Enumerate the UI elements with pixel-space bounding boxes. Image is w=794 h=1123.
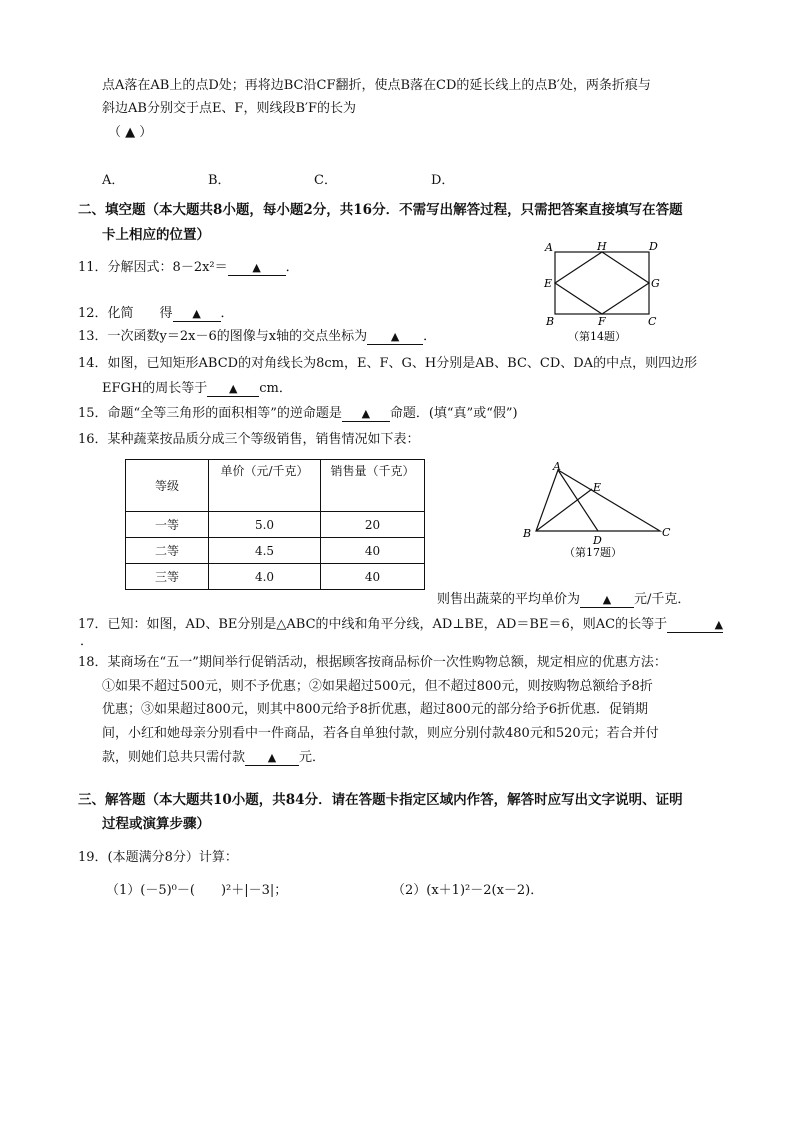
table-header-unit-price: 单价（元/千克） [209, 460, 321, 512]
table-cell: 三等 [126, 564, 209, 590]
q16-after-text: 则售出蔬菜的平均单价为 [437, 592, 581, 607]
quadrilateral-efgh [555, 252, 649, 314]
fig14-label-c: C [648, 315, 657, 328]
q16-sales-table [125, 459, 425, 590]
fig17-label-a: A [553, 460, 561, 473]
fig14-label-g: G [651, 277, 660, 290]
q14-blank-mark: ▲ [229, 382, 238, 395]
q11-text: 11．分解因式：8－2x²＝ [78, 260, 228, 275]
q19-part1: （1）(－5)⁰－( )²＋|－3|； [106, 883, 288, 898]
q16-blank-mark: ▲ [602, 593, 612, 606]
q13-answer-blank[interactable] [367, 329, 423, 345]
table-cell: 20 [321, 512, 425, 538]
q11-tail: ． [285, 260, 299, 275]
section3-title-line1: 三、解答题（本大题共10小题，共84分．请在答题卡指定区域内作答，解答时应写出文字说明、证明 [78, 792, 683, 808]
q16-answer-blank[interactable] [580, 592, 634, 608]
figure-17 [518, 458, 678, 564]
question-17 [78, 616, 723, 634]
fig17-label-b: B [523, 527, 532, 540]
q10-line2: 斜边AB分别交于点E、F，则线段B′F的长为 [102, 101, 356, 116]
q12-answer-blank[interactable] [173, 306, 221, 322]
table-cell: 5.0 [209, 512, 321, 538]
q16-text: 16．某种蔬菜按品质分成三个等级销售，销售情况如下表： [78, 432, 420, 447]
table-cell: 4.0 [209, 564, 321, 590]
q18-line1: 18．某商场在“五一”期间举行促销活动，根据顾客按商品标价一次性购物总额，规定相应的优惠方法： [78, 655, 667, 670]
q16-after-table [437, 591, 690, 609]
q10-answer-mark: （ ▲ ） [108, 125, 153, 140]
fig14-label-e: E [544, 277, 553, 290]
fig14-label-a: A [545, 241, 553, 254]
figure-14 [538, 238, 668, 346]
q12-tail: ． [220, 306, 234, 321]
q10-option-b: B． [208, 173, 231, 188]
section2-title-line2: 卡上相应的位置） [102, 227, 210, 243]
triangle-abc [536, 470, 660, 531]
question-18-line5 [102, 749, 325, 767]
fig14-caption: （第14题） [568, 330, 626, 343]
fig17-label-e: E [593, 481, 602, 494]
q17-tail: ． [80, 634, 94, 649]
q10-option-a: A． [102, 173, 125, 188]
q18-tail: 元． [299, 750, 326, 765]
q17-answer-blank[interactable] [667, 617, 723, 633]
table-row [126, 512, 425, 538]
table-cell: 一等 [126, 512, 209, 538]
fig17-caption: （第17题） [564, 546, 622, 559]
q18-line5-text: 款，则她们总共只需付款 [102, 750, 246, 765]
question-12 [78, 305, 234, 323]
q13-blank-mark: ▲ [390, 330, 400, 343]
q15-answer-blank[interactable] [342, 406, 390, 422]
q14-answer-blank[interactable] [207, 381, 259, 397]
table-cell: 40 [321, 564, 425, 590]
q13-text: 13．一次函数y＝2x－6的图像与x轴的交点坐标为 [78, 329, 368, 344]
q19-part2: （2）(x＋1)²－2(x－2)． [392, 883, 544, 898]
q17-blank-mark: ▲ [714, 618, 724, 631]
table-row [126, 538, 425, 564]
fig14-label-h: H [597, 240, 607, 253]
q14-tail: cm． [259, 381, 292, 396]
rectangle-abcd [555, 252, 649, 314]
q18-line4: 间，小红和她母亲分别看中一件商品，若各自单独付款，则应分别付款480元和520元；若合并付 [102, 726, 659, 741]
q18-line3: 优惠；③如果超过800元，则其中800元给予8折优惠，超过800元的部分给予6折优惠．促销期 [102, 702, 648, 717]
table-cell: 4.5 [209, 538, 321, 564]
q10-option-d: D． [431, 173, 455, 188]
q14-line2-text: EFGH的周长等于 [102, 381, 208, 396]
q12-text: 12．化简 得 [78, 306, 173, 321]
q11-blank-mark: ▲ [252, 261, 261, 274]
fig14-label-f: F [598, 315, 606, 328]
q13-tail: ． [423, 329, 437, 344]
q19-text: 19．(本题满分8分）计算： [78, 850, 238, 865]
fig14-label-d: D [649, 240, 658, 253]
q18-line2: ①如果不超过500元，则不予优惠；②如果超过500元，但不超过800元，则按购物总额给予8折 [102, 679, 653, 694]
q15-tail: 命题．(填“真”或“假”) [389, 406, 518, 421]
q17-text: 17．已知：如图，AD、BE分别是△ABC的中线和角平分线，AD⊥BE，AD＝BE＝6，则AC的长等于 [78, 617, 668, 632]
q10-option-c: C． [314, 173, 337, 188]
fig14-label-b: B [546, 315, 555, 328]
section3-title-line2: 过程或演算步骤） [102, 816, 210, 832]
table-cell: 二等 [126, 538, 209, 564]
q16-tail: 元/千克． [634, 592, 691, 607]
question-14-line2 [102, 380, 292, 398]
q18-answer-blank[interactable] [245, 750, 299, 766]
fig17-label-c: C [662, 526, 671, 539]
section2-title-line1: 二、填空题（本大题共8小题，每小题2分，共16分．不需写出解答过程，只需把答案直接填写在答题 [78, 202, 683, 218]
q11-answer-blank[interactable] [228, 260, 286, 276]
q14-line1: 14．如图，已知矩形ABCD的对角线长为8cm，E、F、G、H分别是AB、BC、CD、DA的中点，则四边形 [78, 356, 698, 371]
question-13 [78, 328, 436, 346]
table-header-quantity: 销售量（千克） [321, 460, 425, 512]
median-ad [558, 470, 598, 531]
table-row [126, 564, 425, 590]
question-15 [78, 405, 518, 423]
q10-line1: 点A落在AB上的点D处；再将边BC沿CF翻折，使点B落在CD的延长线上的点B′处，两条折痕与 [102, 78, 651, 93]
table-cell: 40 [321, 538, 425, 564]
q12-blank-mark: ▲ [192, 307, 201, 320]
question-11 [78, 259, 299, 277]
q15-text: 15．命题“全等三角形的面积相等”的逆命题是 [78, 406, 342, 421]
fig17-label-d: D [593, 534, 602, 547]
q15-blank-mark: ▲ [361, 407, 371, 420]
table-header-grade: 等级 [126, 460, 209, 512]
q18-blank-mark: ▲ [267, 751, 277, 764]
